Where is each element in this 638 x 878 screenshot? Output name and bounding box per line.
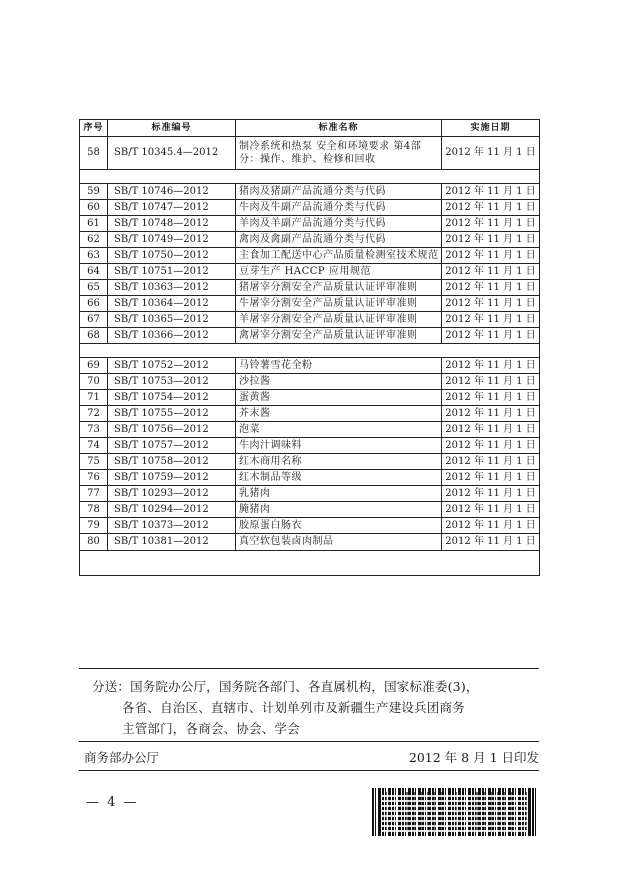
row-name: 红木制品等级: [236, 470, 442, 486]
row-seq: 61: [80, 216, 108, 232]
row-code: SB/T 10751—2012: [108, 264, 236, 280]
row-code: SB/T 10757—2012: [108, 438, 236, 454]
row-date: 2012 年 11 月 1 日: [442, 438, 540, 454]
row-seq: 73: [80, 422, 108, 438]
table-row: [80, 232, 540, 248]
row-name: 牛肉及牛副产品流通分类与代码: [236, 200, 442, 216]
row-date: 2012 年 11 月 1 日: [442, 502, 540, 518]
table-row: [80, 328, 540, 344]
table-row: [80, 358, 540, 374]
row-name: 红木商用名称: [236, 454, 442, 470]
table-row: [80, 454, 540, 470]
row-seq: 65: [80, 280, 108, 296]
issuer-top-rule: [79, 741, 539, 742]
row-date: 2012 年 11 月 1 日: [442, 518, 540, 534]
table-row: [80, 216, 540, 232]
row-seq: 60: [80, 200, 108, 216]
table-row: [80, 296, 540, 312]
row-name: 泡菜: [236, 422, 442, 438]
row-code: SB/T 10373—2012: [108, 518, 236, 534]
row-date: 2012 年 11 月 1 日: [442, 454, 540, 470]
table-row: [80, 280, 540, 296]
row-seq: 71: [80, 390, 108, 406]
row-code: SB/T 10294—2012: [108, 502, 236, 518]
header-seq: 序号: [80, 120, 108, 137]
row-code: SB/T 10365—2012: [108, 312, 236, 328]
row-date: 2012 年 11 月 1 日: [442, 248, 540, 264]
row-date: 2012 年 11 月 1 日: [442, 232, 540, 248]
distribution-line-1: 分送：国务院办公厅，国务院各部门、各直属机构，国家标准委(3)，: [92, 679, 479, 694]
row-name: 胶原蛋白肠衣: [236, 518, 442, 534]
row-date: 2012 年 11 月 1 日: [442, 390, 540, 406]
row-name: 乳猪肉: [236, 486, 442, 502]
row-seq: 79: [80, 518, 108, 534]
table-row: [80, 518, 540, 534]
row-code: SB/T 10754—2012: [108, 390, 236, 406]
row-seq: 58: [80, 137, 108, 170]
row-seq: 68: [80, 328, 108, 344]
table-row: [80, 438, 540, 454]
row-seq: 72: [80, 406, 108, 422]
header-name: 标准名称: [236, 120, 442, 137]
row-name: 芥末酱: [236, 406, 442, 422]
row-seq: 80: [80, 534, 108, 551]
table-bottom-blank: [80, 551, 540, 576]
table-row: [80, 406, 540, 422]
row-date: 2012 年 11 月 1 日: [442, 374, 540, 390]
row-seq: 59: [80, 184, 108, 200]
row-date: 2012 年 11 月 1 日: [442, 422, 540, 438]
row-name: 马铃薯雪花全粉: [236, 358, 442, 374]
row-seq: 64: [80, 264, 108, 280]
row-date: 2012 年 11 月 1 日: [442, 200, 540, 216]
row-code: SB/T 10364—2012: [108, 296, 236, 312]
group-separator-row: [80, 170, 540, 184]
row-date: 2012 年 11 月 1 日: [442, 534, 540, 551]
row-seq: 74: [80, 438, 108, 454]
table-row: [80, 502, 540, 518]
table-row: [80, 137, 540, 170]
row-seq: 76: [80, 470, 108, 486]
row-name: 禽屠宰分割安全产品质量认证评审准则: [236, 328, 442, 344]
row-code: SB/T 10755—2012: [108, 406, 236, 422]
row-seq: 78: [80, 502, 108, 518]
standards-table: [79, 119, 540, 576]
group-separator-row: [80, 344, 540, 358]
table-row: [80, 200, 540, 216]
row-seq: 67: [80, 312, 108, 328]
row-seq: 75: [80, 454, 108, 470]
row-code: SB/T 10753—2012: [108, 374, 236, 390]
row-code: SB/T 10749—2012: [108, 232, 236, 248]
row-code: SB/T 10759—2012: [108, 470, 236, 486]
row-date: 2012 年 11 月 1 日: [442, 137, 540, 170]
row-name: 羊屠宰分割安全产品质量认证评审准则: [236, 312, 442, 328]
row-name: 猪肉及猪副产品流通分类与代码: [236, 184, 442, 200]
row-code: SB/T 10293—2012: [108, 486, 236, 502]
table-row: [80, 486, 540, 502]
row-name: 猪屠宰分割安全产品质量认证评审准则: [236, 280, 442, 296]
table-row: [80, 390, 540, 406]
row-name: 豆芽生产 HACCP 应用规范: [236, 264, 442, 280]
row-seq: 69: [80, 358, 108, 374]
barcode-image: [372, 788, 538, 836]
table-row: [80, 374, 540, 390]
row-code: SB/T 10756—2012: [108, 422, 236, 438]
row-seq: 63: [80, 248, 108, 264]
row-seq: 66: [80, 296, 108, 312]
row-name: 主食加工配送中心产品质量检测室技术规范: [236, 248, 442, 264]
table-header-row: [80, 120, 540, 137]
row-code: SB/T 10363—2012: [108, 280, 236, 296]
row-name: 牛肉汁调味料: [236, 438, 442, 454]
row-date: 2012 年 11 月 1 日: [442, 406, 540, 422]
row-date: 2012 年 11 月 1 日: [442, 486, 540, 502]
distribution-line-3: 主管部门，各商会、协会、学会: [122, 721, 300, 736]
row-name: 沙拉酱: [236, 374, 442, 390]
header-date: 实施日期: [442, 120, 540, 137]
issuer-bottom-rule: [79, 770, 539, 771]
row-date: 2012 年 11 月 1 日: [442, 264, 540, 280]
row-seq: 70: [80, 374, 108, 390]
table-row: [80, 470, 540, 486]
print-date: 2012 年 8 月 1 日印发: [408, 750, 539, 765]
row-code: SB/T 10747—2012: [108, 200, 236, 216]
row-code: SB/T 10345.4—2012: [108, 137, 236, 170]
row-code: SB/T 10381—2012: [108, 534, 236, 551]
header-code: 标准编号: [108, 120, 236, 137]
row-name: 禽肉及禽副产品流通分类与代码: [236, 232, 442, 248]
row-name: 腌猪肉: [236, 502, 442, 518]
row-code: SB/T 10748—2012: [108, 216, 236, 232]
table-row: [80, 184, 540, 200]
row-code: SB/T 10366—2012: [108, 328, 236, 344]
row-seq: 77: [80, 486, 108, 502]
row-code: SB/T 10752—2012: [108, 358, 236, 374]
distribution-line-2: 各省、自治区、直辖市、计划单列市及新疆生产建设兵团商务: [122, 700, 465, 715]
table-row: [80, 422, 540, 438]
row-code: SB/T 10750—2012: [108, 248, 236, 264]
distribution-top-rule: [79, 668, 539, 669]
distribution-list: [92, 676, 532, 739]
row-seq: 62: [80, 232, 108, 248]
row-date: 2012 年 11 月 1 日: [442, 312, 540, 328]
row-date: 2012 年 11 月 1 日: [442, 296, 540, 312]
row-name: 羊肉及羊副产品流通分类与代码: [236, 216, 442, 232]
row-date: 2012 年 11 月 1 日: [442, 216, 540, 232]
row-name: 牛屠宰分割安全产品质量认证评审准则: [236, 296, 442, 312]
row-name: 蛋黄酱: [236, 390, 442, 406]
row-date: 2012 年 11 月 1 日: [442, 280, 540, 296]
row-date: 2012 年 11 月 1 日: [442, 328, 540, 344]
row-name: 真空软包装卤肉制品: [236, 534, 442, 551]
row-code: SB/T 10758—2012: [108, 454, 236, 470]
row-code: SB/T 10746—2012: [108, 184, 236, 200]
row-date: 2012 年 11 月 1 日: [442, 358, 540, 374]
page-number: — 4 —: [86, 795, 139, 810]
row-date: 2012 年 11 月 1 日: [442, 470, 540, 486]
table-row: [80, 264, 540, 280]
issuing-office: 商务部办公厅: [84, 750, 160, 765]
table-row: [80, 312, 540, 328]
row-date: 2012 年 11 月 1 日: [442, 184, 540, 200]
table-row: [80, 248, 540, 264]
row-name: 制冷系统和热泵 安全和环境要求 第4部分：操作、维护、检修和回收: [236, 137, 442, 170]
table-row: [80, 534, 540, 551]
